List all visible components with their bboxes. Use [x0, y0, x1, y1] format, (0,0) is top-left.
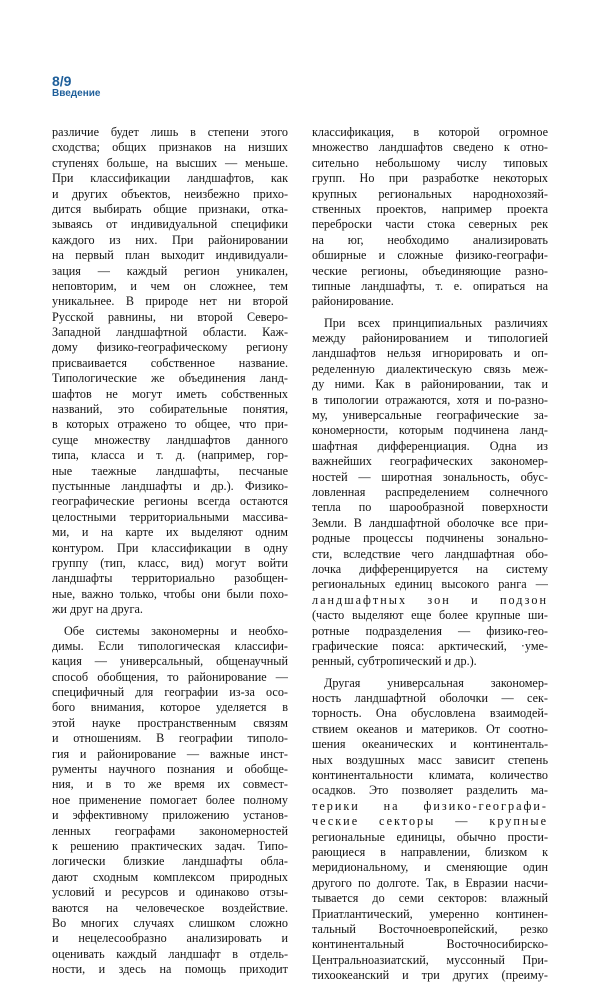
text-line: этой науке пространственным связям	[52, 715, 288, 730]
text-line: кация — универсальный, общенаучный	[52, 654, 288, 669]
text-line: ваются на человеческое воздействие.	[52, 900, 288, 915]
text-line: в типологии отражаются, хотя и по-разно-	[312, 392, 548, 407]
text-line: ное применение помогает более полному	[52, 792, 288, 807]
text-line: условий и ресурсов и одинаково отзы-	[52, 885, 288, 900]
text-line: ми, и на карте их выделяют одним	[52, 525, 288, 540]
text-line: в которых отражено то общее, что при-	[52, 417, 288, 432]
text-line: Во многих случаях слишком сложно	[52, 915, 288, 930]
text-line: ределенную диалектическую связь меж-	[312, 361, 548, 376]
text-line: осадков. Это позволяет разделить ма-	[312, 783, 548, 798]
text-line: (часто выделяют еще более крупные ши-	[312, 608, 548, 623]
text-line: ловленная распределением солнечного	[312, 484, 548, 499]
text-line: названий, это собирательные понятия,	[52, 402, 288, 417]
text-line: ческие регионы, объединяющие разно-	[312, 263, 548, 278]
text-line: меридиональному, и сменяющие один	[312, 860, 548, 875]
text-line: ственных проектов, например проекта	[312, 201, 548, 216]
text-line: региональные единицы, обычно прости-	[312, 829, 548, 844]
text-line: ности, и здесь на помощь приходит	[52, 962, 288, 977]
text-line: суще множеству ландшафтов данного	[52, 432, 288, 447]
text-line: ность ландшафтной оболочки — сек-	[312, 691, 548, 706]
text-line: сходства; общих признаков на низших	[52, 140, 288, 155]
text-line: Типологические же объединения ланд-	[52, 371, 288, 386]
text-line: важнейших географических закономер-	[312, 454, 548, 469]
text-line: ландшафты территориально разобщен-	[52, 571, 288, 586]
text-line: При классификации ландшафтов, как	[52, 171, 288, 186]
text-line: районирование.	[312, 294, 394, 309]
text-line: способ обобщения, то районирование —	[52, 669, 288, 684]
text-line: различие будет лишь в степени этого	[52, 125, 288, 139]
text-line: каждого из них. При районировании	[52, 232, 288, 247]
text-line: ческие секторы — крупные	[312, 814, 548, 829]
text-line: шафтная дифференциация. Одна из	[312, 438, 548, 453]
right-text-column	[312, 125, 548, 983]
page-number: 8/9	[52, 73, 72, 89]
text-line: пустынные ландшафты и др.). Физико-	[52, 478, 288, 493]
text-line: ния, и в то же время их совмест-	[52, 777, 288, 792]
text-line: целостными территориальными массива-	[52, 509, 288, 524]
text-line: географические регионы всегда остаются	[52, 494, 288, 509]
text-line: дится выбирать общие признаки, отка-	[52, 201, 288, 216]
text-line: дают сходным комплексом природных	[52, 869, 288, 884]
text-line: крупных региональных народнохозяй-	[312, 186, 548, 201]
text-line: При всех принципиальных различиях	[324, 315, 548, 330]
text-line: к решению практических задач. Типо-	[52, 838, 288, 853]
text-line: специфичный для географии из-за осо-	[52, 685, 288, 700]
text-line: тихоокеанский и три других (преиму-	[312, 968, 548, 983]
text-line: Другая универсальная закономер-	[324, 675, 548, 690]
text-line: и других объектов, неизбежно прихо-	[52, 186, 288, 201]
text-line: шения океанических и континенталь-	[312, 737, 548, 752]
text-line: логически близкие ландшафты обла-	[52, 854, 288, 869]
text-line: на юг, необходимо анализировать	[312, 232, 548, 247]
text-line: уникальнее. В природе нет ни второй	[52, 294, 288, 309]
text-line: классификация, в которой огромное	[312, 125, 548, 139]
text-line: рающиеся в направлении, близком к	[312, 844, 548, 859]
text-line: тывается до семи секторов: влажный	[312, 891, 548, 906]
text-line: ступенях больше, на высших — меньше.	[52, 155, 288, 170]
text-line: терики на физико-географи-	[312, 798, 548, 813]
left-text-column	[52, 125, 288, 977]
text-line: континентальности климата, количество	[312, 768, 548, 783]
text-line: му, универсальные географические за-	[312, 408, 548, 423]
text-line: другого по долготе. Так, в Евразии насчи-	[312, 875, 548, 890]
text-line: Западной ландшафтной области. Каж-	[52, 325, 288, 340]
text-line: родные процессы подчинены зонально-	[312, 531, 548, 546]
text-line: континентальный Восточносибирско-	[312, 937, 548, 952]
text-line: и отношениям. В географии типоло-	[52, 731, 288, 746]
text-line: региональных единиц высокого ранга —	[312, 577, 548, 592]
text-line: на первый план выходит индивидуали-	[52, 248, 288, 263]
text-line: графические пояса: арктический, ·уме-	[312, 638, 548, 653]
text-line: Приатлантический, умеренно континен-	[312, 906, 548, 921]
text-line: между районированием и типологией	[312, 331, 548, 346]
text-line: рументы научного познания и обобще-	[52, 762, 288, 777]
text-line: ностей — широтная зональность, обус-	[312, 469, 548, 484]
text-line: гия и районирование — важные инст-	[52, 746, 288, 761]
text-line: ленных географами закономерностей	[52, 823, 288, 838]
text-line: ротные подразделения — физико-гео-	[312, 623, 548, 638]
text-line: тальный Восточноевропейский, резко	[312, 921, 548, 936]
text-line: зываясь от индивидуальной специфики	[52, 217, 288, 232]
text-line: контуром. При классификации в одну	[52, 540, 288, 555]
text-line: сти, вследствие чего ландшафтная обо-	[312, 546, 548, 561]
text-line: Обе системы закономерны и необхо-	[64, 623, 288, 638]
text-line: бого внимания, которое уделяется в	[52, 700, 288, 715]
text-line: жи друг на друга.	[52, 602, 143, 617]
text-line: ренный, субтропический и др.).	[312, 654, 477, 669]
text-line: обширные и сложные физико-географи-	[312, 248, 548, 263]
text-line: ландшафтных зон и подзон	[312, 592, 548, 607]
text-line: ствием океанов и материков. От соотно-	[312, 721, 548, 736]
text-line: торность. Она обусловлена взаимодей-	[312, 706, 548, 721]
section-label: Введение	[52, 88, 101, 99]
text-line: Русской равнины, ни второй Северо-	[52, 309, 288, 324]
text-line: ные, важно только, чтобы они были похо-	[52, 586, 288, 601]
text-line: и эффективному приложению установ-	[52, 808, 288, 823]
text-line: оценивать каждый ландшафт в отдель-	[52, 946, 288, 961]
text-line: группу (тип, класс, вид) могут войти	[52, 555, 288, 570]
text-line: и нецелесообразно анализировать и	[52, 931, 288, 946]
text-line: лочка дифференцируется на систему	[312, 561, 548, 576]
text-line: зация — каждый регион уникален,	[52, 263, 288, 278]
text-line: ных воздушных масс зависит степень	[312, 752, 548, 767]
text-line: типные ландшафты, т. е. опираться на	[312, 278, 548, 293]
text-line: множество ландшафтов сведено к отно-	[312, 140, 548, 155]
text-line: дому физико-географическому региону	[52, 340, 288, 355]
text-line: ландшафтов нельзя игнорировать и оп-	[312, 346, 548, 361]
text-line: ные таежные ландшафты, песчаные	[52, 463, 288, 478]
text-line: неповторим, и чем он сложнее, тем	[52, 278, 288, 293]
text-line: сительно небольшому числу типовых	[312, 155, 548, 170]
text-line: димы. Если типологическая классифи-	[52, 638, 288, 653]
text-line: ду ними. Как в районировании, так и	[312, 377, 548, 392]
text-line: переброски части стока северных рек	[312, 217, 548, 232]
text-line: тепла по шарообразной поверхности	[312, 500, 548, 515]
text-line: Земли. В ландшафтной оболочке все при-	[312, 515, 548, 530]
text-line: Центральноазиатский, муссонный При-	[312, 952, 548, 967]
text-line: присваивается собственное название.	[52, 355, 288, 370]
text-line: типа, класса и т. д. (например, гор-	[52, 448, 288, 463]
text-line: групп. Но при разработке некоторых	[312, 171, 548, 186]
text-line: шафтов не могут иметь собственных	[52, 386, 288, 401]
text-line: кономерности, которым подчинена ланд-	[312, 423, 548, 438]
